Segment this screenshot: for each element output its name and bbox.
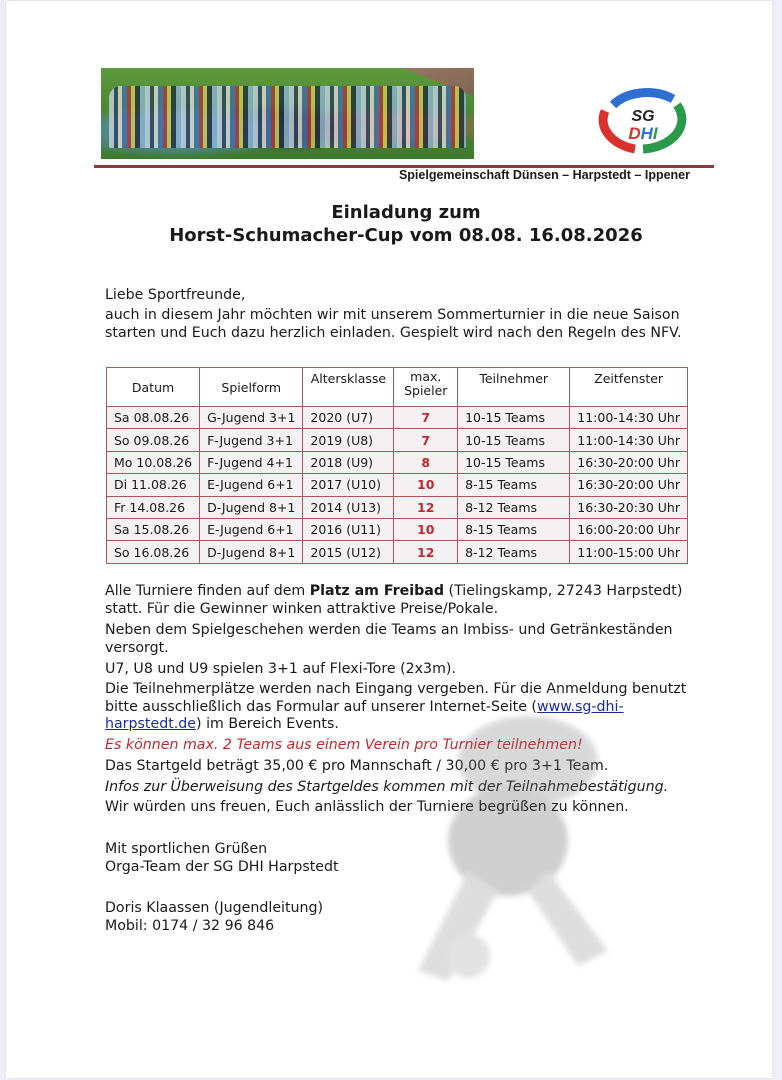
table-row (107, 541, 688, 563)
header-max-spieler: max. Spieler (394, 368, 458, 407)
table-header-row (107, 368, 688, 407)
cell-max-spieler: 7 (394, 407, 458, 429)
cell-spielform: D-Jugend 8+1 (200, 541, 303, 563)
cell-datum: Mo 10.08.26 (107, 451, 200, 473)
cell-altersklasse: 2014 (U13) (303, 496, 394, 518)
schedule-table (106, 367, 688, 564)
logo-arc-blue (613, 93, 673, 105)
venue-name: Platz am Freibad (309, 583, 445, 599)
logo-dhi-text: DHI (628, 124, 658, 143)
fee-paragraph: Das Startgeld beträgt 35,00 € pro Mannschaft / 30,00 € pro 3+1 Team. (105, 758, 609, 774)
regards: Mit sportlichen Grüßen (105, 841, 268, 857)
header-altersklasse: Altersklasse (303, 368, 394, 407)
cell-datum: Sa 15.08.26 (107, 518, 200, 540)
page-title (6, 201, 782, 247)
goals-paragraph: U7, U8 und U9 spielen 3+1 auf Flexi-Tore (2x3m). (105, 661, 456, 677)
cell-zeitfenster: 16:30-20:30 Uhr (570, 496, 688, 518)
players-crowd (109, 86, 466, 148)
cell-spielform: E-Jugend 6+1 (200, 518, 303, 540)
cell-spielform: E-Jugend 6+1 (200, 474, 303, 496)
intro-paragraph: auch in diesem Jahr möchten wir mit unserem Sommerturnier in die neue Saison starten und Euch dazu herzlich einladen. Gespielt wird nach den Regeln des NFV. (105, 307, 682, 341)
title-line-2: Horst-Schumacher-Cup vom 08.08. 16.08.2026 (169, 225, 643, 246)
cell-spielform: G-Jugend 3+1 (200, 407, 303, 429)
table-row (107, 496, 688, 518)
cell-max-spieler: 8 (394, 451, 458, 473)
cell-teilnehmer: 10-15 Teams (458, 429, 570, 451)
orga-team: Orga-Team der SG DHI Harpstedt (105, 859, 339, 875)
cell-zeitfenster: 11:00-15:00 Uhr (570, 541, 688, 563)
cell-max-spieler: 10 (394, 518, 458, 540)
title-line-1: Einladung zum (331, 202, 481, 223)
closing-paragraph: Wir würden uns freuen, Euch anlässlich der Turniere begrüßen zu können. (105, 799, 629, 815)
cell-datum: Sa 08.08.26 (107, 407, 200, 429)
table-row (107, 518, 688, 540)
club-name: Spielgemeinschaft Dünsen – Harpstedt – Ippener (398, 168, 690, 182)
venue-post: (Tielingskamp, 27243 Harpstedt) statt. Für die Gewinner winken attraktive Preise/Pokale. (105, 583, 683, 617)
cell-zeitfenster: 16:00-20:00 Uhr (570, 518, 688, 540)
cell-max-spieler: 7 (394, 429, 458, 451)
contact-phone: Mobil: 0174 / 32 96 846 (105, 918, 275, 934)
cell-altersklasse: 2020 (U7) (303, 407, 394, 429)
website-link[interactable]: www.sg-dhi-harpstedt.de (105, 698, 624, 732)
cell-spielform: F-Jugend 4+1 (200, 451, 303, 473)
venue-pre: Alle Turniere finden auf dem (105, 583, 310, 599)
cell-teilnehmer: 10-15 Teams (458, 407, 570, 429)
cell-datum: Fr 14.08.26 (107, 496, 200, 518)
registration-post: ) im Bereich Events. (196, 716, 339, 732)
cell-teilnehmer: 8-12 Teams (458, 541, 570, 563)
cell-altersklasse: 2018 (U9) (303, 451, 394, 473)
cell-zeitfenster: 16:30-20:00 Uhr (570, 474, 688, 496)
header-teilnehmer: Teilnehmer (458, 368, 570, 407)
cell-datum: So 16.08.26 (107, 541, 200, 563)
cell-teilnehmer: 8-15 Teams (458, 474, 570, 496)
cell-max-spieler: 12 (394, 541, 458, 563)
cell-teilnehmer: 10-15 Teams (458, 451, 570, 473)
header-zeitfenster: Zeitfenster (570, 368, 688, 407)
club-logo (591, 83, 691, 155)
cell-zeitfenster: 11:00-14:30 Uhr (570, 429, 688, 451)
cell-max-spieler: 10 (394, 474, 458, 496)
greeting: Liebe Sportfreunde, (105, 287, 246, 303)
table-row (107, 474, 688, 496)
table-row (107, 451, 688, 473)
registration-pre: Die Teilnehmerplätze werden nach Eingang vergeben. Für die Anmeldung benutzt bitte ausschließlich das Formular auf unserer Internet-Seite ( (105, 681, 687, 715)
cell-altersklasse: 2016 (U11) (303, 518, 394, 540)
cell-teilnehmer: 8-15 Teams (458, 518, 570, 540)
venue-paragraph (105, 583, 705, 618)
cell-zeitfenster: 11:00-14:30 Uhr (570, 407, 688, 429)
contact-name: Doris Klaassen (Jugendleitung) (105, 900, 324, 916)
cell-spielform: F-Jugend 3+1 (200, 429, 303, 451)
document-page (6, 1, 772, 1078)
cell-zeitfenster: 16:30-20:00 Uhr (570, 451, 688, 473)
cell-altersklasse: 2015 (U12) (303, 541, 394, 563)
cell-teilnehmer: 8-12 Teams (458, 496, 570, 518)
cell-datum: Di 11.08.26 (107, 474, 200, 496)
table-row (107, 429, 688, 451)
transfer-info: Infos zur Überweisung des Startgeldes kommen mit der Teilnahmebestätigung. (105, 779, 669, 795)
logo-sg-text: SG (631, 108, 655, 125)
cell-spielform: D-Jugend 8+1 (200, 496, 303, 518)
limit-notice: Es können max. 2 Teams aus einem Verein pro Turnier teilnehmen! (105, 737, 583, 753)
cell-altersklasse: 2019 (U8) (303, 429, 394, 451)
table-row (107, 407, 688, 429)
cell-datum: So 09.08.26 (107, 429, 200, 451)
header-spielform: Spielform (200, 368, 303, 407)
header-datum: Datum (107, 368, 200, 407)
catering-paragraph: Neben dem Spielgeschehen werden die Teams an Imbiss- und Getränkeständen versorgt. (105, 622, 673, 656)
cell-max-spieler: 12 (394, 496, 458, 518)
cell-altersklasse: 2017 (U10) (303, 474, 394, 496)
team-photo (101, 68, 474, 159)
